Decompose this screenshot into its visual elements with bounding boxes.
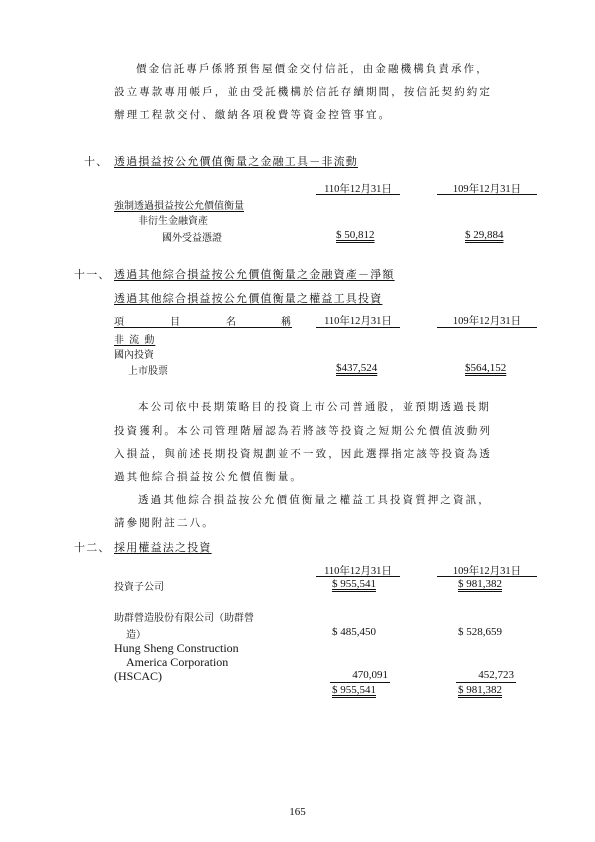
entity-current-value: 470,091 <box>352 669 388 681</box>
header-underline <box>114 327 292 328</box>
subcategory-label: 非衍生金融資產 <box>138 216 208 227</box>
header-underline <box>437 327 537 328</box>
noncurrent-label: 非 流 動 <box>114 335 156 346</box>
header-underline <box>316 576 400 577</box>
column-header-item-char: 項 <box>114 317 124 328</box>
entity-name-line: 造） <box>126 630 146 641</box>
item-label: 國外受益憑證 <box>162 233 222 244</box>
paragraph-line: 設立專款專用帳戶，並由受託機構於信託存續期間，按信託契約約定 <box>114 86 492 98</box>
entity-prior-value: 452,723 <box>478 669 514 681</box>
section-title: 採用權益法之投資 <box>114 541 212 554</box>
column-header-item-char: 目 <box>170 317 180 328</box>
group-label: 國內投資 <box>114 350 154 361</box>
subsidiary-prior-value: $ 981,382 <box>458 578 502 590</box>
header-underline <box>437 576 537 577</box>
item-prior-value: $564,152 <box>465 362 507 374</box>
column-header-item-char: 稱 <box>281 317 291 328</box>
paragraph-line: 請參閱附註二八。 <box>114 517 215 529</box>
subsidiary-label: 投資子公司 <box>114 582 164 593</box>
category-label: 強制透過損益按公允價值衡量 <box>114 201 244 212</box>
section-number: 十、 <box>84 155 109 168</box>
paragraph-line: 價金信託專戶係將預售屋價金交付信託，由金融機構負責承作， <box>136 63 489 75</box>
header-underline <box>437 194 537 195</box>
column-header-current: 110年12月31日 <box>324 184 392 195</box>
section-title: 透過其他綜合損益按公允價值衡量之金融資產－淨額 <box>114 268 395 281</box>
paragraph-line: 投資獲利。本公司管理階層認為若將該等投資之短期公允價值波動列 <box>114 425 492 437</box>
header-underline <box>316 194 400 195</box>
header-underline <box>316 327 400 328</box>
entity-name-line: 助群營造股份有限公司（助群營 <box>114 613 254 624</box>
entity-name-line: (HSCAC) <box>114 669 163 683</box>
subsidiary-current-value: $ 955,541 <box>332 578 376 590</box>
total-current-value: $ 955,541 <box>332 684 376 696</box>
section-number: 十二、 <box>74 541 111 554</box>
subtotal-rule <box>456 682 516 683</box>
item-current-value: $ 50,812 <box>336 229 375 241</box>
paragraph-line: 入損益，與前述長期投資規劃並不一致，因此選擇指定該等投資為透 <box>114 448 492 460</box>
entity-current-value: $ 485,450 <box>332 626 376 638</box>
total-prior-value: $ 981,382 <box>458 684 502 696</box>
section-subtitle: 透過其他綜合損益按公允價值衡量之權益工具投資 <box>114 292 383 305</box>
entity-name-line: America Corporation <box>126 655 229 669</box>
column-header-prior: 109年12月31日 <box>452 316 522 327</box>
item-label: 上市股票 <box>128 366 168 377</box>
entity-name-line: Hung Sheng Construction <box>114 641 239 655</box>
column-header-current: 110年12月31日 <box>324 566 392 577</box>
page-number: 165 <box>289 806 306 818</box>
paragraph-line: 過其他綜合損益按公允價值衡量。 <box>114 471 303 483</box>
column-header-prior: 109年12月31日 <box>452 566 522 577</box>
column-header-item-char: 名 <box>226 317 236 328</box>
item-current-value: $437,524 <box>336 362 378 374</box>
section-title: 透過損益按公允價值衡量之金融工具－非流動 <box>114 155 358 168</box>
entity-prior-value: $ 528,659 <box>458 626 502 638</box>
item-prior-value: $ 29,884 <box>465 229 504 241</box>
paragraph-line: 辦理工程款交付、繳納各項稅費等資金控管事宜。 <box>114 109 392 121</box>
paragraph-line: 本公司依中長期策略目的投資上市公司普通股，並預期透過長期 <box>138 401 491 413</box>
subtotal-rule <box>330 682 390 683</box>
paragraph-line: 透過其他綜合損益按公允價值衡量之權益工具投資質押之資訊， <box>138 494 491 506</box>
section-number: 十一、 <box>74 268 111 281</box>
column-header-prior: 109年12月31日 <box>452 184 522 195</box>
column-header-current: 110年12月31日 <box>324 316 392 327</box>
